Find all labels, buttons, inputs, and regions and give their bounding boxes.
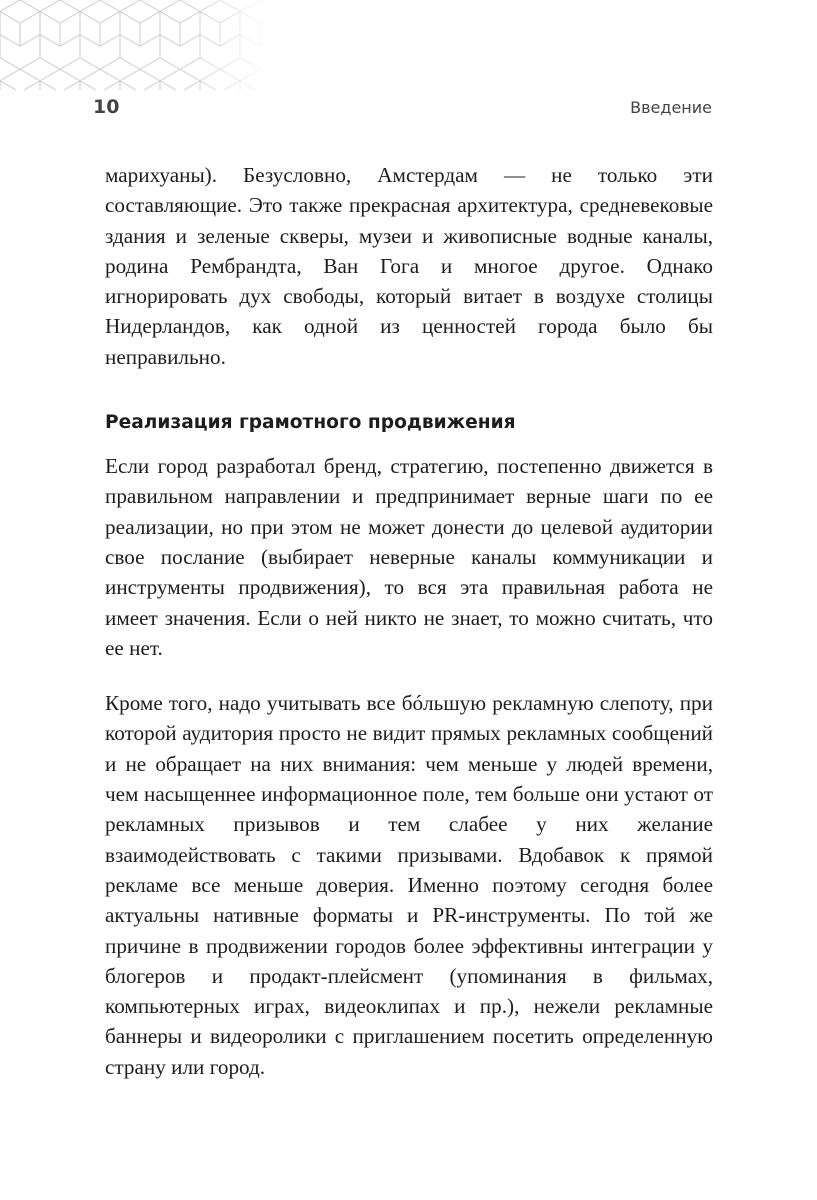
section-title: Введение [630,98,712,117]
section-heading: Реализация грамотного продвижения [105,412,516,434]
cube-pattern-ornament [0,0,275,90]
running-head [93,96,712,120]
paragraph: Кроме того, надо учитывать все бóльшую рекламную слепоту, при которой аудитория просто не видит прямых рекламных сообщений и не обращает на них внимания: чем меньше у людей времени, чем насыщеннее информационное поле, тем больше они устают от рекламных призывов и тем слабее у них желание взаимодействовать с такими призывами. Вдобавок к прямой рекламе все меньше доверия. Именно поэтому сегодня более актуальны нативные форматы и PR-инструменты. По той же причине в продвижении городов более эффективны интеграции у блогеров и продакт-плейсмент (упоминания в фильмах, компьютерных играх, видеоклипах и пр.), нежели рекламные баннеры и видеоролики с приглашением посетить определенную страну или город. [105,691,713,1079]
paragraph: марихуаны). Безусловно, Амстердам — не только эти составляющие. Это также прекрасная архитектура, средневековые здания и зеленые скверы, музеи и живописные водные каналы, родина Рембрандта, Ван Гога и многое другое. Однако игнорировать дух свободы, который витает в воздухе столицы Нидерландов, как одной из ценностей города было бы неправильно. [105,163,713,369]
paragraph: Если город разработал бренд, стратегию, постепенно движется в правильном направлении и предпринимает верные шаги по ее реализации, но при этом не может донести до целевой аудитории свое послание (выбирает неверные каналы коммуникации и инструменты продвижения), то вся эта правильная работа не имеет значения. Если о ней никто не знает, то можно считать, что ее нет. [105,454,713,660]
body-text [105,160,713,1082]
page-number: 10 [93,96,120,118]
